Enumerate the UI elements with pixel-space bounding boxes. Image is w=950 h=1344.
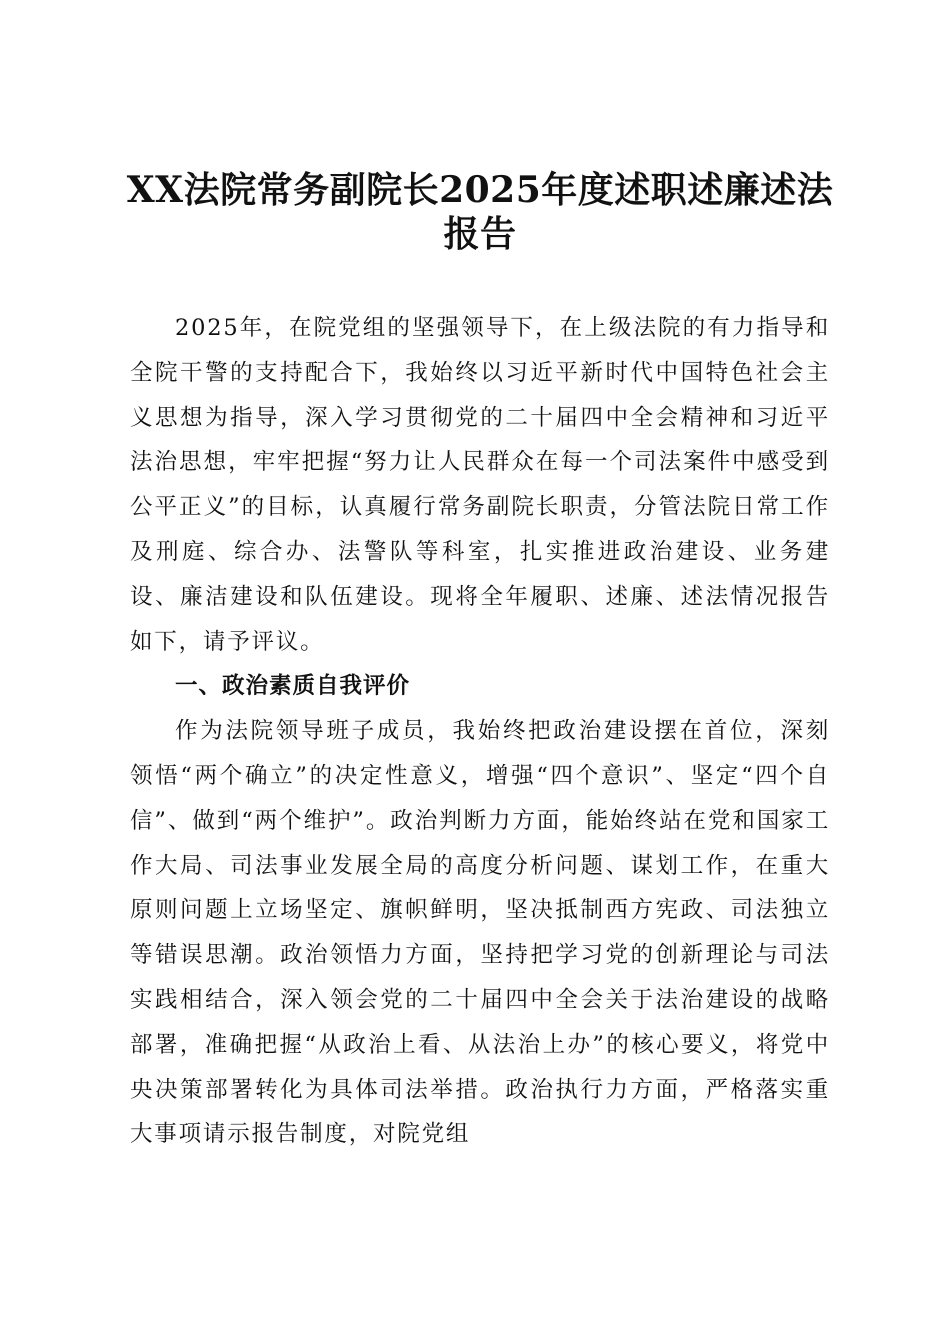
document-body [130,306,830,1157]
intro-paragraph: 2025年，在院党组的坚强领导下，在上级法院的有力指导和全院干警的支持配合下，我始终以习近平新时代中国特色社会主义思想为指导，深入学习贯彻党的二十届四中全会精神和习近平法治思想，牢牢把握“努力让人民群众在每一个司法案件中感受到公平正义”的目标，认真履行常务副院长职责，分管法院日常工作及刑庭、综合办、法警队等科室，扎实推进政治建设、业务建设、廉洁建设和队伍建设。现将全年履职、述廉、述法情况报告如下，请予评议。 [130,315,830,655]
section-heading: 一、政治素质自我评价 [175,673,411,700]
section-paragraph: 作为法院领导班子成员，我始终把政治建设摆在首位，深刻领悟“两个确立”的决定性意义，增强“四个意识”、坚定“四个自信”、做到“两个维护”。政治判断力方面，能始终站在党和国家工作大局、司法事业发展全局的高度分析问题、谋划工作，在重大原则问题上立场坚定、旗帜鲜明，坚决抵制西方宪政、司法独立等错误思潮。政治领悟力方面，坚持把学习党的创新理论与司法实践相结合，深入领会党的二十届四中全会关于法治建设的战略部署，准确把握“从政治上看、从法治上办”的核心要义，将党中央决策部署转化为具体司法举措。政治执行力方面，严格落实重大事项请示报告制度，对院党组 [130,718,830,1148]
page-title: XX法院常务副院长2025年度述职述廉述法报告 [126,169,834,255]
